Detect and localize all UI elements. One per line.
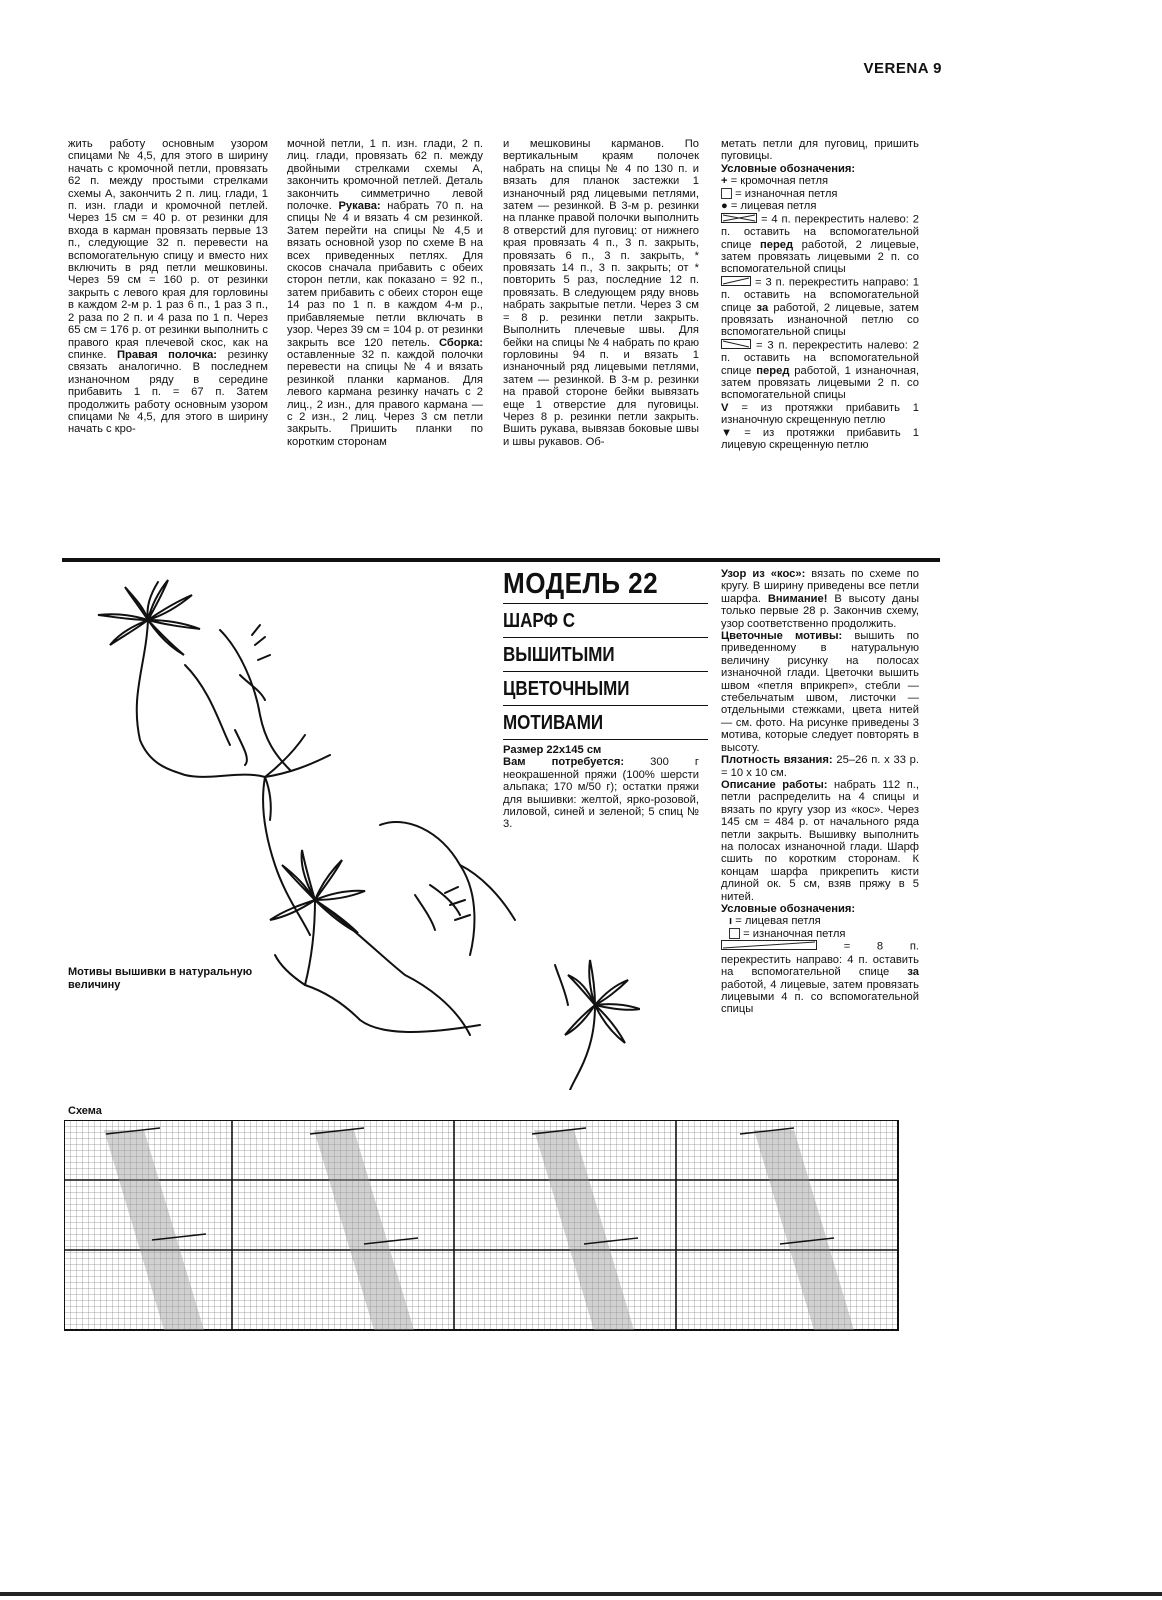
flower-motif-3: [555, 960, 640, 1090]
legend-cross-left-3-rest: работой, 1 изнаночная, затем провязать лицевыми 2 п. со вспомогательной спицы: [721, 364, 919, 402]
braid-pattern-text: вязать по схеме по кругу. В ширину приведены все петли шарфа.: [721, 568, 919, 605]
right-legend-title: Условные обозначения:: [721, 902, 856, 915]
col4-legend-title: Условные обозначения:: [721, 162, 856, 175]
legend-cross-left-3: = 3 п. перекрестить налево: 2 п. оставить на вспомогательной спице: [721, 339, 920, 377]
model-need-text: 300 г неокрашенной пряжи (100% шерсти альпака; 170 м/50 г); остатки пряжи для вышивки: желтой, ярко-розовой, лиловой, синей и зеленой; 5 спиц № 3.: [503, 756, 699, 831]
attention-label: Внимание!: [760, 592, 828, 605]
gauge-label: Плотность вязания:: [721, 754, 833, 767]
schema-label: Схема: [68, 1105, 102, 1117]
legend-cross-left-4-bold: перед: [759, 238, 794, 251]
model-subtitle-3: ЦВЕТОЧНЫМИ: [503, 678, 630, 700]
legend-purl: = изнаночная петля: [735, 187, 838, 200]
page-header: VERENA 9: [863, 60, 942, 77]
col2-text-2: набрать 70 п. на спицы № 4 и вязать 4 см резинкой. Затем перейти на спицы № 4,5 и вязать основной узор по схеме В на всех приведенных петлях. Для скосов сначала прибавить с обеих сторон петли, как показано = 92 п., затем прибавить с обеих сторон еще 14 раз по 1 п. в каждом 4-м р., прибавляемые петли включать в узор. Через 39 см = 104 р. от резинки закрыть все 120 петель.: [287, 200, 484, 349]
text-column-3: [503, 138, 699, 448]
flower-motifs-text: вышить по приведенному в натуральную величину рисунку на полосах изнаночной глади. Цветочки вышить швом «петля вприкреп», стебли — стебельчатым швом, листочки — отдельными стежками, цвета нитей — см. фото. На рисунке приведены 3 мотива, которые следует повторять в высоту.: [721, 630, 919, 754]
col2-heading-sleeves: Рукава:: [338, 200, 381, 213]
empty-box-symbol-icon: [721, 188, 732, 199]
col2-text-3: оставленные 32 п. каждой полочки перевести на спицы № 4 и вязать резинкой планки карманов. Для левого кармана резинку начать с 2 лиц., 2 изн., для правого кармана — с 2 изн., 2 лиц. Через 3 см петли закрыть. Пришить планки по коротким сторонам: [287, 348, 483, 448]
cross-8-symbol-icon: [721, 940, 817, 953]
col1-text-2: резинку связать аналогично. В последнем изнаночном ряду в середине прибавить 1 п. = 67 п. Затем продолжить работу основным узором спицами № 4,5, для этого в ширину начать с кро-: [68, 348, 268, 436]
text-column-1: [68, 138, 268, 436]
cross-right-3-symbol-icon: [721, 276, 751, 289]
col1-text-1: жить работу основным узором спицами № 4,5, для этого в ширину начать с кромочной петли, провязать 62 п. между простыми стрелками схемы А, закончить 2 п. лиц. глади, 1 п. изн. глади и кромочной петлей. Через 15 см = 40 р. от резинки для входа в карман провязать первые 13 п., следующие 32 п. перевести на вспомогательную спицу и вместо них включить в ряд петли мешковины. Через 59 см = 160 р. от резинки закрыть с левого края для горловины в каждом 2-м р. 1 раз 6 п., 1 раз 3 п., 2 раза по 2 п. и 4 раза по 1 п. Через 65 см = 176 р. от резинки выполнить с правого края плечевой скос, как на спинке.: [68, 138, 268, 361]
col2-heading-assembly: Сборка:: [438, 336, 484, 349]
right-legend-purl: = изнаночная петля: [743, 927, 846, 940]
flower-motif-1: [98, 580, 330, 935]
cross-left-4-symbol-icon: [721, 213, 757, 226]
work-description-label: Описание работы:: [721, 778, 828, 791]
model-subtitle-2: ВЫШИТЫМИ: [503, 644, 615, 666]
empty-box-symbol-icon: [729, 928, 740, 939]
dot-symbol-icon: ●: [721, 200, 728, 213]
col3-text: и мешковины карманов. По вертикальным краям полочек набрать на спицы № 4 по 130 п. и вязать для планок застежки 1 изнаночный ряд лицевыми петлями, затем — резинкой. В 3-м р. резинки на планке правой полочки выполнить 8 отверстий для пуговиц: от нижнего края провязать 4 п., 3 п. закрыть, провязать 6 п., 3 п. закрыть, * провязать 14 п., 3 п. закрыть; от * повторить 5 раз, последние 12 п. провязать. В следующем ряду вновь набрать закрытые петли. Через 3 см = 8 р. резинки петли закрыть. Выполнить плечевые швы. Для бейки на спицы № 4 набрать по краю горловины 94 п. и вязать 1 изнаночный ряд лицевыми петлями, затем — резинкой. В 3-м р. резинки на правой стороне бейки вывязать еще 1 отверстие для пуговицы. Через 8 р. резинки петли закрыть. Вшить рукава, вывязав боковые швы и швы рукавов. Об-: [503, 138, 699, 448]
v-symbol-icon: V: [721, 401, 729, 414]
braid-pattern-label: Узор из «кос»:: [721, 568, 806, 580]
text-column-4: [721, 138, 919, 452]
motifs-caption: Мотивы вышивки в натуральную величину: [68, 966, 253, 991]
plus-symbol-icon: +: [721, 175, 728, 188]
col1-heading-right-front: Правая полочка:: [117, 348, 218, 361]
text-column-2: [287, 138, 483, 448]
right-instructions: [721, 568, 919, 1016]
legend-edge: = кромочная петля: [730, 175, 829, 188]
section-divider: [62, 558, 940, 562]
legend-cross-left-4-rest: работой, 2 лицевые, затем провязать лицевыми 2 п. со вспомогательной спицы: [721, 238, 919, 276]
model-size: Размер 22x145 см: [503, 744, 602, 756]
knit-bar-symbol-icon: ı: [729, 915, 733, 928]
right-legend-cross-8-rest: работой, 4 лицевые, затем провязать лицевыми 4 п. со вспомогательной спицы: [721, 978, 919, 1016]
cross-left-3-symbol-icon: [721, 339, 751, 352]
embroidery-motif-drawing: [60, 565, 640, 1090]
right-legend-cross-8: = 8 п. перекрестить направо: 4 п. оставить на вспомогательной спице: [721, 941, 920, 979]
model-title: МОДЕЛЬ 22: [503, 568, 659, 600]
legend-cross-right-3-bold: за: [756, 301, 769, 314]
flower-motifs-label: Цветочные мотивы:: [721, 630, 843, 643]
model-subtitle-1: ШАРФ С: [503, 610, 575, 632]
braid-pattern-text-2: В высоту даны только первые 28 р. Закончив схему, узор соответственно продолжить.: [721, 592, 920, 630]
legend-inc-purl: = из протяжки прибавить 1 изнаночную скрещенную петлю: [721, 402, 919, 427]
legend-knit: = лицевая петля: [730, 200, 817, 213]
triangle-symbol-icon: ▼: [721, 426, 733, 439]
page-bottom-edge: [0, 1592, 1162, 1596]
model-subtitle-4: МОТИВАМИ: [503, 712, 604, 734]
legend-cross-left-3-bold: перед: [756, 364, 790, 377]
legend-inc-knit: = из протяжки прибавить 1 лицевую скрещенную петлю: [721, 426, 919, 452]
legend-cross-right-3: = 3 п. перекрестить направо: 1 п. оставить на вспомогательной спице: [721, 276, 920, 314]
work-description-text: набрать 112 п., петли распределить на 4 спицы и вязать по кругу узор из «кос». Через 145 см = 484 р. от начального ряда петли закрыть. Вышивку выполнить на полосах изнаночной глади. Шарф сшить по коротким сторонам. К концам шарфа прикрепить кисти длиной ок. 5 см, взяв пряжу в 5 нитей.: [721, 778, 919, 903]
right-legend-knit: = лицевая петля: [735, 915, 821, 928]
gauge-text: 25–26 п. х 33 р. = 10 х 10 см.: [721, 754, 919, 779]
col4-intro: метать петли для пуговиц, пришить пуговицы.: [721, 138, 919, 163]
col2-text-1: мочной петли, 1 п. изн. глади, 2 п. лиц. глади, провязать 62 п. между двойными стрелками схемы А, закончить кромочной петлей. Деталь закончить симметрично левой полочке.: [287, 138, 483, 213]
legend-cross-left-4: = 4 п. перекрестить налево: 2 п. оставить на вспомогательной спице: [721, 213, 920, 251]
model-need-label: Вам потребуется:: [503, 756, 625, 769]
right-legend-cross-8-bold: за: [889, 966, 919, 979]
knitting-chart-grid: [64, 1120, 902, 1336]
legend-cross-right-3-rest: работой, 2 лицевые, затем провязать изнаночной петлю со вспомогательной спицы: [721, 301, 919, 339]
